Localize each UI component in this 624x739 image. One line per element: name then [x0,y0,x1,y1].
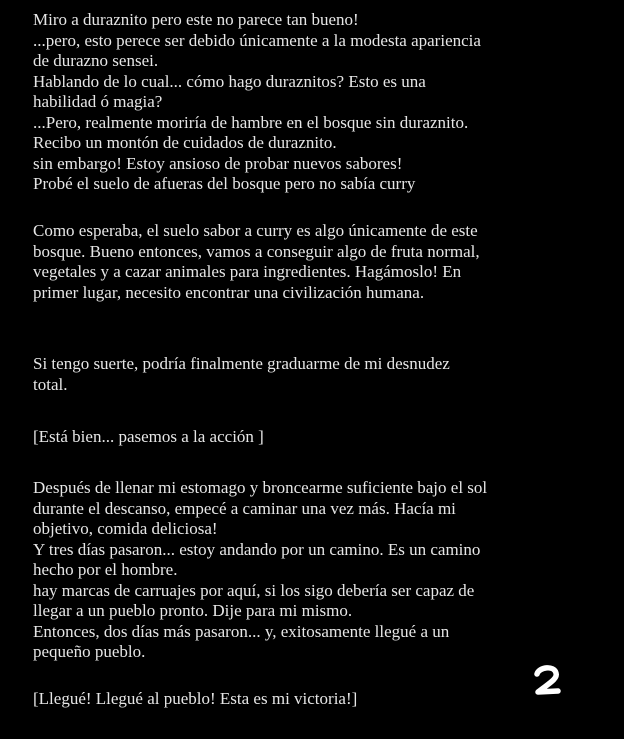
text-line: bosque. Bueno entonces, vamos a conseguir algo de fruta normal, [33,241,480,261]
text-line: Miro a duraznito pero este no parece tan bueno! [33,10,359,29]
text-line: de durazno sensei. [33,51,159,70]
text-line: Hablando de lo cual... cómo hago duraznitos? Esto es una [33,71,426,91]
page-number-mark [530,664,564,698]
text-line: pequeño pueblo. [33,642,146,661]
paragraph-5 [33,478,593,663]
text-line: Recibo un montón de cuidados de duraznito. [33,133,337,152]
text-line: hecho por el hombre. [33,560,178,579]
text-line: vegetales y a cazar animales para ingredientes. Hagámoslo! En [33,262,462,281]
text-line: hay marcas de carruajes por aquí, si los sigo debería ser capaz de [33,580,475,600]
paragraph-3 [33,354,593,395]
text-line: sin embargo! Estoy ansioso de probar nuevos sabores! [33,153,403,173]
text-line: habilidad ó magia? [33,92,163,111]
text-line: ...pero, esto perece ser debido únicamente a la modesta apariencia [33,30,481,50]
text-line: Probé el suelo de afueras del bosque pero no sabía curry [33,174,416,193]
paragraph-4 [33,427,593,448]
text-line: Como esperaba, el suelo sabor a curry es algo únicamente de este [33,221,478,240]
paragraph-6 [33,689,593,710]
text-line: primer lugar, necesito encontrar una civilización humana. [33,282,425,302]
paragraph-1 [33,10,593,195]
text-line: Después de llenar mi estomago y broncearme suficiente bajo el sol [33,478,488,497]
text-line: [Está bien... pasemos a la acción ] [33,427,264,446]
paragraph-2 [33,221,593,303]
text-line: [Llegué! Llegué al pueblo! Esta es mi victoria!] [33,689,358,708]
text-line: total. [33,374,68,394]
text-line: Si tengo suerte, podría finalmente graduarme de mi desnudez [33,354,450,373]
text-line: durante el descanso, empecé a caminar una vez más. Hacía mi [33,498,456,518]
text-line: ...Pero, realmente moriría de hambre en el bosque sin duraznito. [33,112,469,132]
text-line: Y tres días pasaron... estoy andando por un camino. Es un camino [33,539,481,559]
text-line: llegar a un pueblo pronto. Dije para mi mismo. [33,601,353,620]
text-line: objetivo, comida deliciosa! [33,519,218,538]
text-line: Entonces, dos días más pasaron... y, exitosamente llegué a un [33,621,450,641]
